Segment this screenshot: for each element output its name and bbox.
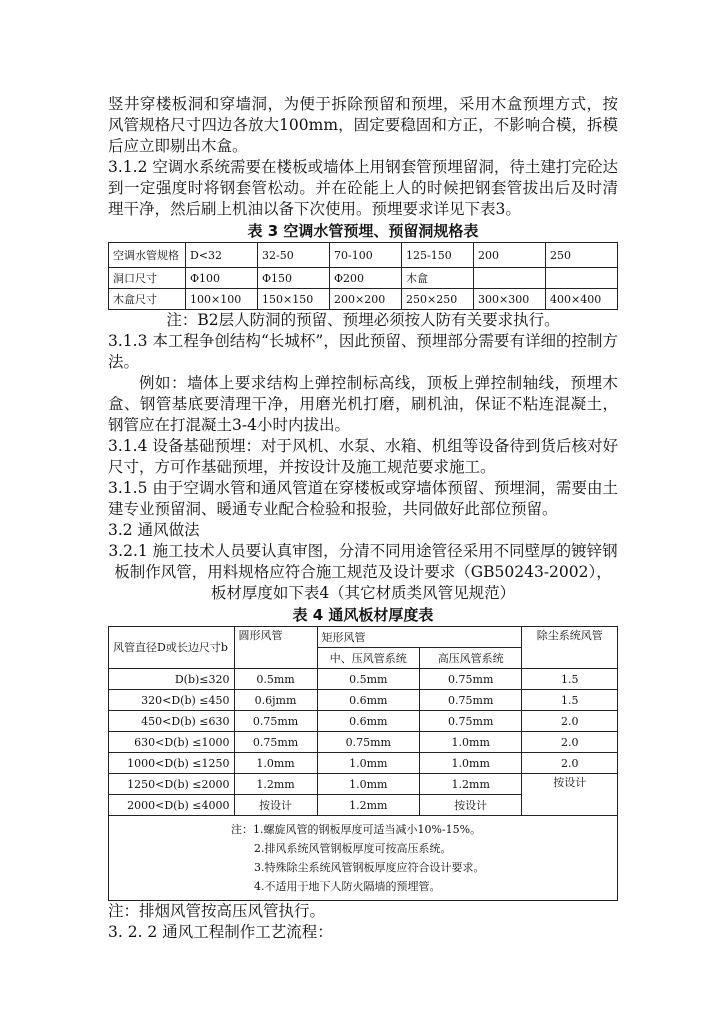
table4-note: 注：1.螺旋风管的钢板厚度可适当减小10%-15%。 (231, 823, 482, 836)
table4-cell: 2.0 (522, 711, 618, 732)
table4-cell: 0.75mm (419, 669, 521, 690)
table4-header-size: 风管直径D或长边尺寸b (109, 627, 235, 669)
table3 (108, 242, 618, 310)
table3-header-cell: 200 (474, 243, 546, 268)
table4-header-rect: 矩形风管 (317, 627, 522, 648)
table4-cell: 0.5mm (234, 669, 317, 690)
table3-cell: 250×250 (402, 289, 474, 310)
table3-caption: 表 3 空调水管预埋、预留洞规格表 (247, 222, 479, 240)
table3-cell: 木盒 (402, 268, 474, 289)
table4-row (109, 732, 618, 753)
table4-header-high: 高压风管系统 (419, 648, 521, 669)
table3-header-cell: 70-100 (330, 243, 402, 268)
table4-cell: 1.0mm (234, 753, 317, 774)
table3-cell: 150×150 (258, 289, 330, 310)
table3-cell: Φ150 (258, 268, 330, 289)
table3-note: 注：B2层人防洞的预留、预埋必须按人防有关要求执行。 (166, 311, 560, 329)
table4-note: 2.排风系统风管钢板厚度可按高压系统。 (254, 842, 452, 855)
table4-cell: 按设计 (419, 795, 521, 816)
table4-notes-row (109, 816, 618, 901)
table4-cell: 1.0mm (419, 732, 521, 753)
table4-cell-size: 320<D(b) ≤450 (109, 690, 235, 711)
table4-header-row (109, 627, 618, 648)
table3-cell (546, 268, 618, 289)
table4-note: 4.不适用于地下人防火隔墙的预埋管。 (254, 880, 441, 893)
table4-cell: 0.6jmm (234, 690, 317, 711)
section-heading-3-2: 3.2 通风做法 (108, 521, 200, 539)
table4-cell-size: 2000<D(b) ≤4000 (109, 795, 235, 816)
table4-notes (109, 816, 618, 901)
table4-caption: 表 4 通风板材厚度表 (292, 606, 434, 624)
table3-header-cell: 32-50 (258, 243, 330, 268)
table4-note: 3.特殊除尘系统风管钢板厚度应符合设计要求。 (254, 861, 485, 874)
table3-header-row (109, 243, 618, 268)
paragraph-3-1-3: 3.1.3 本工程争创结构“长城杯”，因此预留、预埋部分需要有详细的控制方法。 (108, 332, 618, 371)
table4-cell: 0.75mm (234, 711, 317, 732)
table4-row (109, 690, 618, 711)
table3-row (109, 268, 618, 289)
table4-cell: 按设计 (234, 795, 317, 816)
table3-header-cell: D<32 (186, 243, 258, 268)
table4-row (109, 774, 618, 795)
table3-cell: Φ200 (330, 268, 402, 289)
paragraph-example: 例如：墙体上要求结构上弹控制标高线，顶板上弹控制轴线，预埋木盒、钢管基底要清理干净，用磨光机打磨，刷机油，保证不粘连混凝土，钢管应在打混凝土3-4小时内拔出。 (108, 374, 618, 434)
table4-cell: 0.5mm (317, 669, 419, 690)
table4-cell-size: 1000<D(b) ≤1250 (109, 753, 235, 774)
table4-cell: 1.0mm (317, 774, 419, 795)
table4-cell-size: 450<D(b) ≤630 (109, 711, 235, 732)
paragraph-3-2-2: 3. 2. 2 通风工程制作工艺流程： (108, 923, 333, 941)
table4-cell: 1.5 (522, 690, 618, 711)
table4-cell: 0.75mm (419, 690, 521, 711)
table3-row (109, 289, 618, 310)
table4-cell: 1.2mm (419, 774, 521, 795)
table4-cell: 0.6mm (317, 690, 419, 711)
table4-cell-size: 1250<D(b) ≤2000 (109, 774, 235, 795)
paragraph-3-1-2: 3.1.2 空调水系统需要在楼板或墙体上用钢套管预埋留洞，待土建打完砼达到一定强度时将钢套管松动。并在砼能上人的时候把钢套管拔出后及时清理干净，然后刷上机油以备下次使用。预埋要求详见下表3。 (108, 158, 618, 218)
table4-cell: 1.2mm (317, 795, 419, 816)
paragraph-3-2-1: 3.2.1 施工技术人员要认真审图，分清不同用途管径采用不同壁厚的镀锌钢板制作风管，用料规格应符合施工规范及设计要求（GB50243-2002），板材厚度如下表4（其它材质类风管见规范） (108, 542, 618, 602)
table4-row (109, 753, 618, 774)
table3-header-cell: 250 (546, 243, 618, 268)
paragraph-3-1-5: 3.1.5 由于空调水管和通风管道在穿楼板或穿墙体预留、预埋洞，需要由土建专业预留洞、暖通专业配合检验和报验，共同做好此部位预留。 (108, 479, 618, 518)
table3-row-label: 木盒尺寸 (109, 289, 186, 310)
table4-row (109, 711, 618, 732)
table3-header-cell: 125-150 (402, 243, 474, 268)
table3-cell: 400×400 (546, 289, 618, 310)
table4-cell: 0.6mm (317, 711, 419, 732)
table4-cell: 1.0mm (317, 753, 419, 774)
table3-cell: Φ100 (186, 268, 258, 289)
table4-cell: 0.75mm (317, 732, 419, 753)
table4-cell-size: D(b)≤320 (109, 669, 235, 690)
table3-cell: 300×300 (474, 289, 546, 310)
table3-cell (474, 268, 546, 289)
table3-header-label: 空调水管规格 (109, 243, 186, 268)
table4-cell: 2.0 (522, 732, 618, 753)
paragraph-smoke-note: 注：排烟风管按高压风管执行。 (108, 902, 326, 920)
paragraph-3-1-4: 3.1.4 设备基础预埋：对于风机、水泵、水箱、机组等设备待到货后核对好尺寸，方可作基础预埋，并按设计及施工规范要求施工。 (108, 437, 618, 476)
table4-header-dust: 除尘系统风管 (522, 627, 618, 669)
table4-row (109, 669, 618, 690)
table4-cell: 2.0 (522, 753, 618, 774)
table4-cell: 1.2mm (234, 774, 317, 795)
table4 (108, 626, 618, 901)
table4-header-round: 圆形风管 (234, 627, 317, 669)
table4-cell: 1.5 (522, 669, 618, 690)
paragraph-opening: 竖井穿楼板洞和穿墙洞，为便于拆除预留和预埋，采用木盒预埋方式，按风管规格尺寸四边各放大100mm，固定要稳固和方正，不影响合模，拆模后应立即剔出木盒。 (108, 95, 618, 155)
table4-cell: 0.75mm (419, 711, 521, 732)
table4-cell-size: 630<D(b) ≤1000 (109, 732, 235, 753)
table3-row-label: 洞口尺寸 (109, 268, 186, 289)
document-page (108, 94, 618, 943)
table3-cell: 200×200 (330, 289, 402, 310)
table4-cell: 0.75mm (234, 732, 317, 753)
table3-cell: 100×100 (186, 289, 258, 310)
table4-header-medium: 中、压风管系统 (317, 648, 419, 669)
table4-cell: 1.0mm (419, 753, 521, 774)
table4-cell: 按设计 (522, 774, 618, 816)
